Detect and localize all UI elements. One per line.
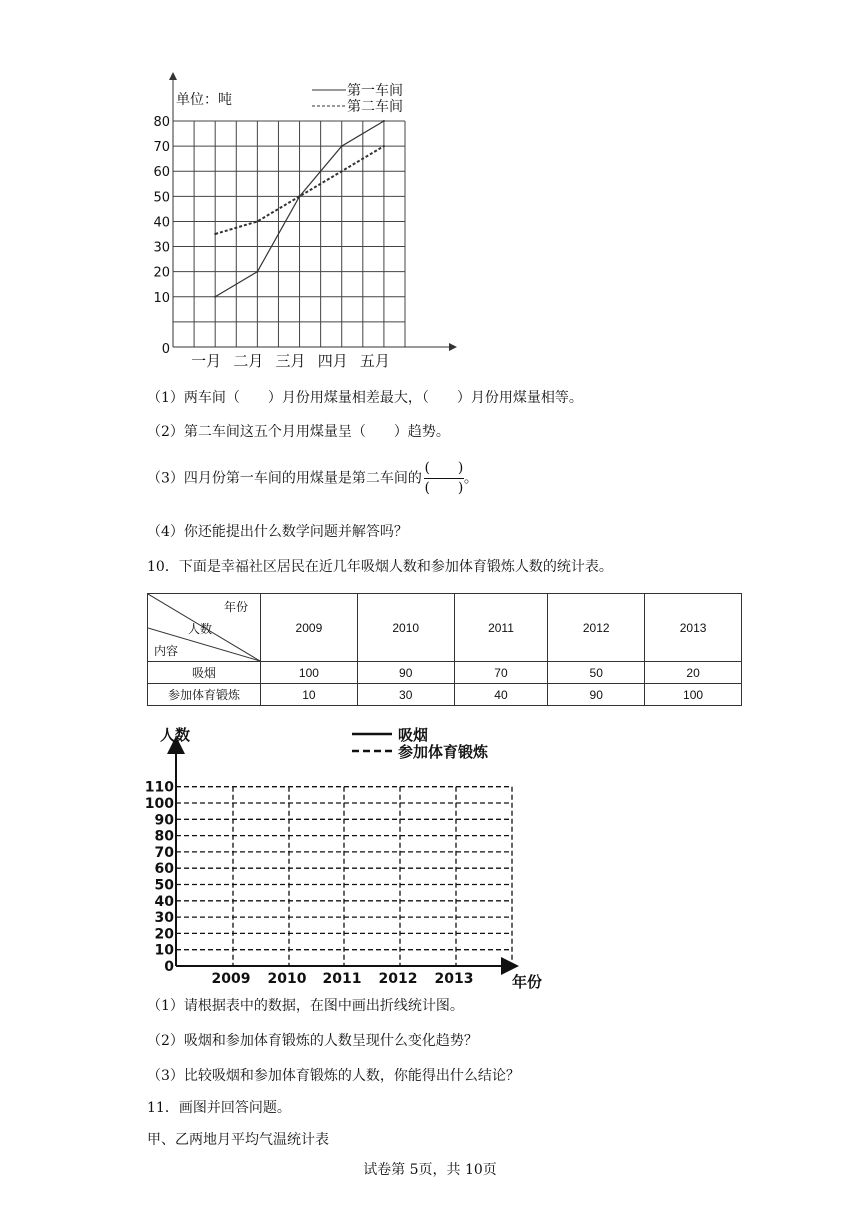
table-cell: 10 bbox=[261, 684, 358, 706]
table-cell: 100 bbox=[645, 684, 742, 706]
table-cell: 90 bbox=[357, 662, 454, 684]
y-tick-label: 50 bbox=[154, 877, 174, 894]
y-tick-label: 60 bbox=[154, 861, 174, 878]
x-tick-label: 2013 bbox=[434, 971, 474, 987]
y-tick-label: 100 bbox=[144, 796, 174, 812]
y-tick-label: 0 bbox=[161, 342, 170, 357]
y-tick-label: 0 bbox=[164, 959, 174, 975]
legend-series-1: 第一车间 bbox=[347, 83, 403, 99]
x-tick-label: 三月 bbox=[275, 352, 306, 370]
table-cell: 40 bbox=[454, 684, 548, 706]
data-point bbox=[383, 145, 385, 147]
legend-exercise: 参加体育锻炼 bbox=[398, 743, 489, 761]
x-tick-label: 五月 bbox=[359, 352, 390, 370]
fraction-numerator: ( ) bbox=[424, 460, 464, 476]
q9-part4: （4）你还能提出什么数学问题并解答吗？ bbox=[147, 524, 408, 540]
y-tick-label: 40 bbox=[154, 893, 174, 910]
data-point bbox=[341, 145, 343, 147]
y-tick-label: 90 bbox=[154, 812, 174, 829]
stats-table bbox=[147, 593, 742, 706]
y-tick-label: 70 bbox=[154, 844, 174, 861]
data-point bbox=[383, 120, 385, 122]
data-point bbox=[299, 195, 301, 197]
header-count: 人数 bbox=[188, 622, 213, 636]
y-tick-label: 40 bbox=[153, 215, 170, 231]
table-cell: 90 bbox=[548, 684, 645, 706]
fraction-denominator: ( ) bbox=[424, 480, 464, 496]
q9-part2: （2）第二车间这五个月用煤量呈（ ）趋势。 bbox=[147, 424, 450, 440]
table-cell: 70 bbox=[454, 662, 548, 684]
table-cell: 50 bbox=[548, 662, 645, 684]
year-cell: 2009 bbox=[261, 594, 358, 662]
table-cell: 20 bbox=[645, 662, 742, 684]
data-point bbox=[214, 233, 216, 235]
y-tick-label: 70 bbox=[153, 140, 170, 156]
y-tick-label: 50 bbox=[153, 190, 170, 206]
data-point bbox=[214, 296, 216, 298]
year-cell: 2012 bbox=[548, 594, 645, 662]
q9-part3 bbox=[147, 460, 478, 497]
y-tick-label: 30 bbox=[153, 240, 170, 256]
chart2-xlabel: 年份 bbox=[512, 973, 543, 991]
q9-part3-text: （3）四月份第一车间的用煤量是第二车间的 bbox=[147, 470, 422, 487]
y-tick-label: 80 bbox=[154, 828, 174, 845]
header-year: 年份 bbox=[224, 600, 249, 614]
y-tick-label: 10 bbox=[154, 942, 174, 959]
x-tick-label: 2010 bbox=[267, 971, 307, 987]
data-point bbox=[341, 170, 343, 172]
y-tick-label: 10 bbox=[153, 290, 170, 306]
y-tick-label: 20 bbox=[154, 926, 174, 943]
coal-usage-line-chart bbox=[140, 68, 470, 378]
data-point bbox=[256, 220, 258, 222]
y-tick-label: 20 bbox=[153, 265, 170, 281]
x-tick-label: 2011 bbox=[322, 971, 362, 987]
chart2-ylabel: 人数 bbox=[160, 726, 191, 744]
table-header-diagonal-cell bbox=[148, 594, 261, 662]
q10-part3: （3）比较吸烟和参加体育锻炼的人数，你能得出什么结论？ bbox=[147, 1068, 520, 1084]
fraction-blank bbox=[424, 460, 464, 497]
table-cell: 100 bbox=[261, 662, 358, 684]
fraction-tail: 。 bbox=[463, 470, 478, 487]
q10-title: 10．下面是幸福社区居民在近几年吸烟人数和参加体育锻炼人数的统计表。 bbox=[147, 559, 613, 575]
legend-smoking: 吸烟 bbox=[398, 726, 429, 744]
chart1-unit-label: 单位：吨 bbox=[176, 92, 232, 108]
q10-part1: （1）请根据表中的数据，在图中画出折线统计图。 bbox=[147, 998, 464, 1014]
year-cell: 2011 bbox=[454, 594, 548, 662]
smoking-exercise-blank-chart bbox=[140, 720, 560, 992]
data-point bbox=[256, 271, 258, 273]
y-tick-label: 30 bbox=[154, 910, 174, 927]
y-tick-label: 60 bbox=[153, 165, 170, 181]
q11-title: 11．画图并回答问题。 bbox=[147, 1100, 291, 1116]
header-content: 内容 bbox=[154, 644, 179, 658]
x-tick-label: 2009 bbox=[211, 971, 251, 987]
legend-series-2: 第二车间 bbox=[347, 99, 403, 115]
y-tick-label: 80 bbox=[153, 115, 170, 130]
q9-part1: （1）两车间（ ）月份用煤量相差最大，（ ）月份用煤量相等。 bbox=[147, 390, 583, 406]
x-tick-label: 四月 bbox=[317, 352, 348, 370]
fraction-bar bbox=[424, 478, 464, 479]
q11-subtitle: 甲、乙两地月平均气温统计表 bbox=[147, 1132, 329, 1148]
table-cell: 30 bbox=[357, 684, 454, 706]
y-tick-label: 110 bbox=[144, 779, 174, 796]
q10-part2: （2）吸烟和参加体育锻炼的人数呈现什么变化趋势？ bbox=[147, 1033, 478, 1049]
year-cell: 2013 bbox=[645, 594, 742, 662]
x-tick-label: 2012 bbox=[378, 971, 418, 987]
page-footer: 试卷第 5页，共 10页 bbox=[363, 1162, 497, 1178]
row-label: 吸烟 bbox=[148, 662, 261, 684]
x-tick-label: 一月 bbox=[191, 352, 222, 370]
row-label: 参加体育锻炼 bbox=[148, 684, 261, 706]
x-tick-label: 二月 bbox=[233, 352, 264, 370]
year-cell: 2010 bbox=[357, 594, 454, 662]
table-row bbox=[148, 684, 742, 706]
table-row bbox=[148, 662, 742, 684]
